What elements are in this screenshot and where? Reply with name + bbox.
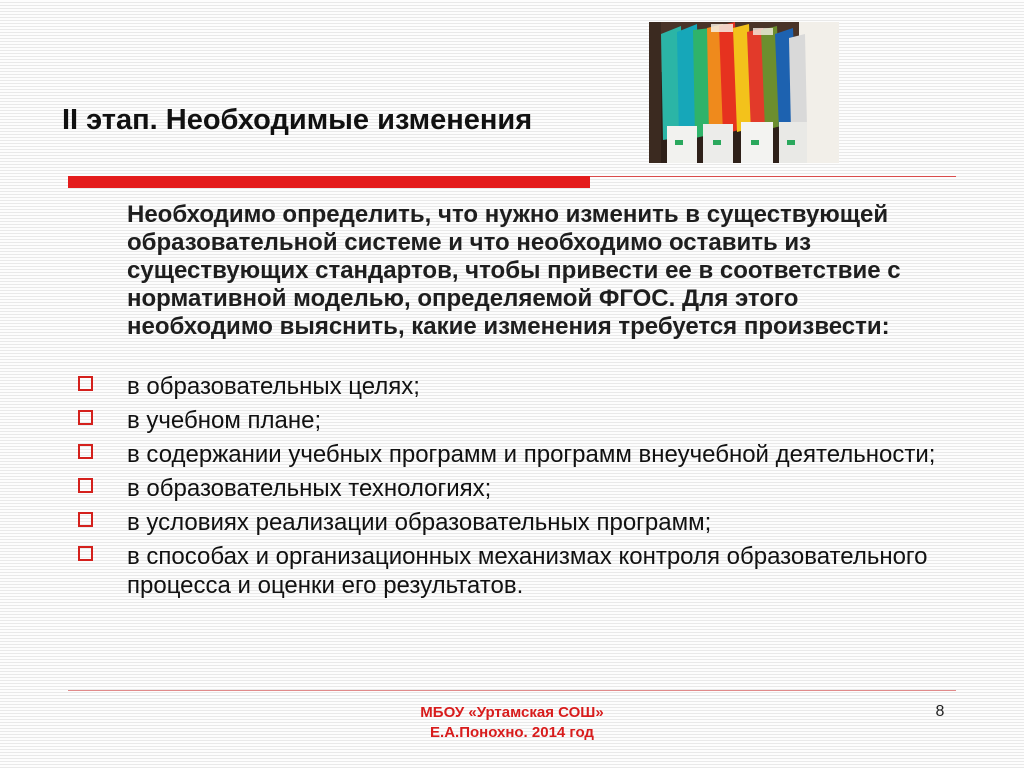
slide-title: II этап. Необходимые изменения — [62, 104, 533, 136]
bullet-list — [76, 372, 936, 605]
intro-paragraph: Необходимо определить, что нужно изменить в существующей образовательной системе и что необходимо оставить из существующих стандартов, чтобы привести ее в соответствие с нормативной моделью, определяемой ФГОС. Для этого необходимо выяснить, какие изменения требуется произвести: — [127, 201, 901, 340]
bullet-item — [76, 440, 936, 469]
bullet-item — [76, 372, 936, 401]
bullet-item — [76, 508, 936, 537]
bullet-text: в учебном плане; — [127, 407, 322, 434]
square-bullet-icon — [78, 376, 93, 391]
header-accent-bar — [68, 176, 590, 188]
footer-author-year: Е.А.Понохно. 2014 год — [430, 724, 594, 741]
footer — [360, 703, 664, 743]
footer-school: МБОУ «Уртамская СОШ» — [420, 704, 604, 721]
bullet-text: в условиях реализации образовательных программ; — [127, 509, 712, 536]
bullet-item — [76, 474, 936, 503]
bullet-text: в образовательных технологиях; — [127, 475, 492, 502]
bullet-text: в содержании учебных программ и программ внеучебной деятельности; — [127, 441, 936, 468]
bullet-item — [76, 406, 936, 435]
square-bullet-icon — [78, 512, 93, 527]
page-number: 8 — [935, 703, 945, 720]
square-bullet-icon — [78, 444, 93, 459]
folders-photo — [649, 22, 839, 163]
bullet-text: в способах и организационных механизмах контроля образовательного процесса и оценки его результатов. — [127, 543, 928, 599]
bullet-item — [76, 542, 936, 600]
square-bullet-icon — [78, 546, 93, 561]
square-bullet-icon — [78, 410, 93, 425]
bullet-text: в образовательных целях; — [127, 373, 420, 400]
square-bullet-icon — [78, 478, 93, 493]
footer-rule — [68, 690, 956, 691]
